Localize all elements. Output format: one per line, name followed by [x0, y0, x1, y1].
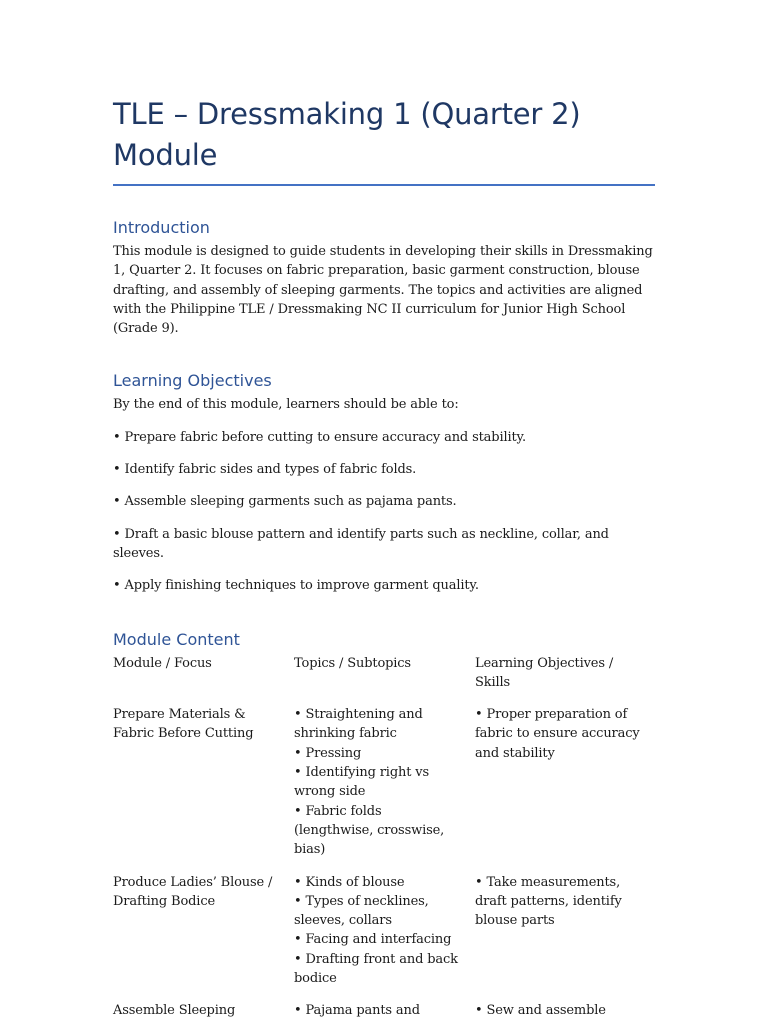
table-row [113, 1001, 655, 1020]
column-header-topics: Topics / Subtopics [294, 655, 411, 671]
document-title-line-2: Module [113, 138, 218, 172]
row-skills-cell: • Take measurements, draft patterns, identify blouse parts [475, 874, 622, 929]
row-topics-cell [294, 705, 475, 859]
topic-item: • Kinds of blouse [294, 874, 405, 890]
introduction-heading: Introduction [113, 218, 210, 237]
introduction-paragraph: This module is designed to guide students in developing their skills in Dressmaking 1, Quarter 2. It focuses on fabric preparation, basic garment construction, blouse drafting, and assembly of sleeping garments. The topics and activities are aligned with the Philippine TLE / Dressmaking NC II curriculum for Junior High School (Grade 9). [113, 244, 653, 337]
row-focus-cell: Assemble Sleeping [113, 1003, 236, 1019]
objectives-list [113, 428, 655, 596]
objective-item: • Identify fabric sides and types of fabric folds. [113, 462, 417, 478]
row-topics-cell [294, 873, 475, 989]
topic-item: • Drafting front and back bodice [294, 951, 458, 987]
column-header-skills: Learning Objectives / Skills [475, 655, 614, 690]
topic-item: • Fabric folds (lengthwise, crosswise, bias) [294, 803, 445, 858]
objectives-lead: By the end of this module, learners should be able to: [113, 397, 459, 413]
topic-item: • Pajama pants and [294, 1003, 420, 1019]
row-skills-cell: • Sew and assemble [475, 1003, 606, 1019]
objective-item: • Assemble sleeping garments such as pajama pants. [113, 494, 457, 510]
document-title [113, 94, 655, 184]
module-content-table [113, 654, 655, 1021]
objective-item: • Apply finishing techniques to improve garment quality. [113, 578, 479, 594]
document-title-line-1: TLE – Dressmaking 1 (Quarter 2) [113, 97, 581, 131]
title-underline [113, 184, 655, 186]
row-topics-cell [294, 1001, 475, 1020]
topic-item: • Identifying right vs wrong side [294, 765, 429, 800]
module-content-heading: Module Content [113, 629, 240, 649]
objectives-heading: Learning Objectives [113, 371, 272, 391]
objective-item: • Prepare fabric before cutting to ensure accuracy and stability. [113, 429, 526, 445]
topic-item: • Pressing [294, 745, 362, 761]
table-row [113, 705, 655, 859]
row-focus-cell: Produce Ladies’ Blouse / Drafting Bodice [113, 874, 273, 909]
table-header-row [113, 654, 655, 693]
column-header-focus: Module / Focus [113, 655, 212, 671]
row-skills-cell: • Proper preparation of fabric to ensure accuracy and stability [475, 707, 640, 761]
objective-item: • Draft a basic blouse pattern and identify parts such as neckline, collar, and sleeves. [113, 526, 609, 561]
topic-item: • Straightening and shrinking fabric [294, 707, 423, 742]
topic-item: • Types of necklines, sleeves, collars [294, 893, 429, 929]
topic-item: • Facing and interfacing [294, 932, 452, 948]
table-row [113, 873, 655, 989]
row-focus-cell: Prepare Materials & Fabric Before Cutting [113, 707, 254, 742]
document-page [113, 94, 655, 1034]
